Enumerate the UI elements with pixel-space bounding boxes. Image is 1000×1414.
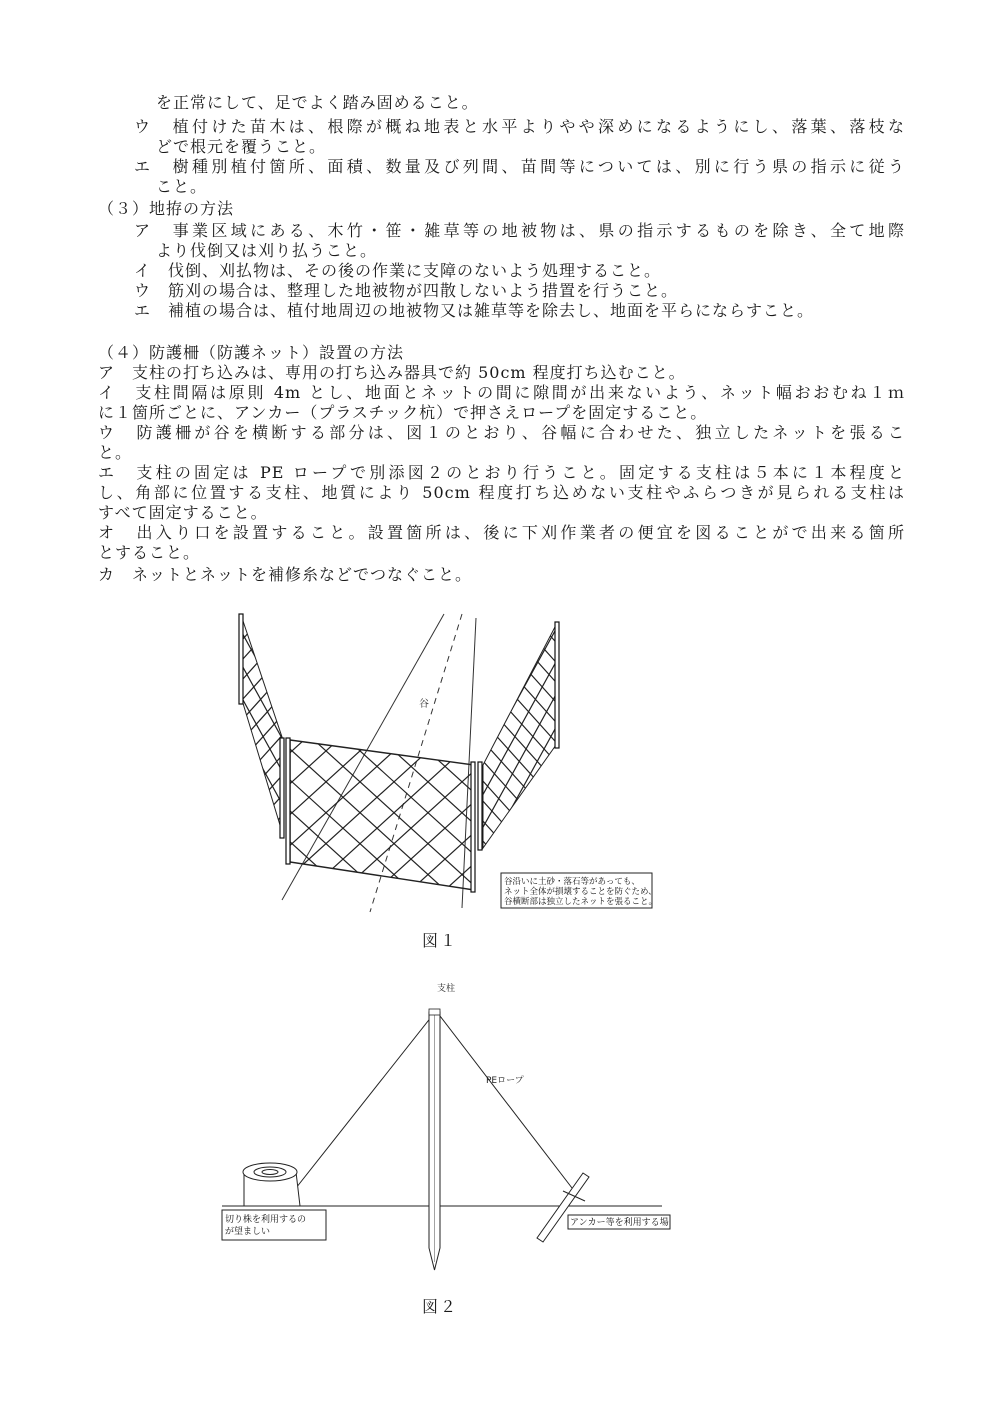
text-line: ア 支柱の打ち込みは、専用の打ち込み器具で約 50cm 程度打ち込むこと。	[98, 363, 686, 382]
net-mesh-line	[116, 600, 259, 860]
text-line: ウ 植付けた苗木は、根際が概ね地表と水平よりやや深めになるようにし、落葉、落枝な	[134, 117, 905, 136]
net-mesh-line	[0, 720, 88, 900]
net-mesh-line	[0, 720, 184, 900]
anchor-note: アンカー等を利用する場	[570, 1218, 669, 1228]
net-mesh-line	[386, 600, 620, 860]
stump-note-line: が望ましい	[225, 1227, 271, 1237]
net-mesh-line	[404, 600, 638, 860]
net-mesh-line	[638, 600, 781, 860]
net-mesh-line	[566, 600, 800, 860]
net-mesh-line	[914, 600, 1000, 870]
net-mesh-line	[0, 600, 131, 870]
net-mesh-line	[224, 720, 422, 900]
net-mesh-line	[0, 720, 20, 900]
net-mesh-line	[748, 600, 897, 870]
net-mesh-line	[224, 600, 367, 860]
net-mesh-line	[768, 720, 966, 900]
net-mesh-line	[338, 600, 581, 870]
net-mesh-line	[50, 600, 293, 870]
net-mesh-line	[44, 600, 187, 860]
net-mesh-line	[298, 600, 447, 870]
net-mesh-line	[442, 600, 591, 870]
net-mesh-line	[464, 600, 707, 870]
net-mesh-line	[134, 600, 277, 860]
net-mesh-line	[566, 600, 709, 860]
net-mesh-line	[0, 600, 113, 870]
stump-icon	[243, 1163, 300, 1206]
net-mesh-line	[0, 720, 122, 900]
net-mesh-line	[586, 600, 735, 870]
post-label: 支柱	[437, 984, 456, 994]
net-mesh-line	[0, 600, 188, 860]
net-mesh-line	[0, 600, 50, 870]
net-mesh-line	[0, 600, 140, 870]
net-mesh-line	[116, 600, 350, 860]
net-mesh-line	[494, 600, 728, 860]
net-mesh-line	[656, 600, 799, 860]
net-mesh-line	[950, 600, 1000, 870]
net-mesh-line	[530, 600, 764, 860]
net-mesh-line	[10, 600, 159, 870]
net-mesh-line	[188, 600, 331, 860]
net-mesh-line	[730, 600, 879, 870]
net-mesh-line	[674, 600, 817, 860]
net-mesh-line	[932, 600, 1000, 870]
net-mesh-line	[206, 600, 349, 860]
net-mesh-line	[0, 600, 104, 870]
net-mesh-line	[548, 600, 782, 860]
net-mesh-line	[782, 600, 925, 860]
net-mesh-line	[896, 600, 1000, 870]
text-line: すべて固定すること。	[98, 503, 268, 522]
net-mesh-line	[878, 600, 1000, 870]
net-mesh-line	[676, 600, 825, 870]
net-mesh-line	[0, 600, 224, 860]
net-mesh-line	[658, 600, 807, 870]
figure-1-caption: 図１	[422, 931, 459, 950]
net-mesh-line	[710, 600, 853, 860]
net-mesh-line	[0, 600, 152, 860]
text-line: より伐倒又は刈り払うこと。	[156, 241, 378, 260]
net-mesh-line	[638, 720, 836, 900]
net-mesh-line	[836, 720, 1000, 900]
net-mesh-line	[60, 720, 258, 900]
net-mesh-line	[278, 600, 421, 860]
net-mesh-line	[62, 600, 296, 860]
net-mesh-line	[806, 600, 1000, 870]
net-mesh-line	[530, 600, 673, 860]
net-mesh-line	[386, 600, 529, 860]
net-mesh-line	[548, 600, 691, 860]
note-line: 谷沿いに土砂・落石等があっても、	[504, 877, 640, 887]
note-line: ネット全体が損壊することを防ぐため、	[504, 887, 657, 897]
net-mesh-line	[242, 600, 385, 860]
net-mesh-line	[766, 600, 915, 870]
net-mesh-line	[0, 600, 62, 860]
net-mesh-line	[0, 600, 206, 860]
net-mesh-line	[752, 600, 995, 870]
net-mesh-line	[54, 720, 252, 900]
text-line: カ ネットとネットを補修糸などでつなぐこと。	[98, 565, 473, 584]
net-mesh-line	[82, 600, 231, 870]
net-mesh-line	[608, 600, 851, 870]
net-mesh-line	[334, 600, 483, 870]
net-mesh-line	[0, 720, 14, 900]
net-mesh-line	[128, 720, 326, 900]
net-mesh-line	[14, 600, 257, 870]
net-mesh-line	[0, 600, 79, 860]
net-mesh-line	[118, 600, 267, 870]
net-mesh-line	[856, 600, 1000, 870]
net-mesh-line	[0, 720, 190, 900]
net-mesh-line	[910, 600, 1000, 870]
net-mesh-line	[28, 600, 177, 870]
net-mesh-line	[728, 600, 871, 860]
net-mesh-line	[500, 600, 743, 870]
net-mesh-line	[550, 600, 699, 870]
net-mesh-line	[0, 600, 133, 860]
text-line: オ 出入り口を設置すること。設置箇所は、後に下刈作業者の便宜を図ることがで出来る箇所	[98, 523, 905, 542]
net-mesh-line	[194, 600, 437, 870]
net-mesh-line	[278, 600, 512, 860]
net-mesh-line	[0, 600, 167, 870]
net-mesh-line	[292, 720, 490, 900]
net-mesh-line	[8, 600, 151, 860]
net-mesh-line	[784, 600, 933, 870]
net-mesh-line	[284, 600, 527, 870]
net-mesh-line	[280, 600, 429, 870]
net-mesh-line	[818, 600, 961, 860]
net-mesh-line	[230, 720, 428, 900]
net-mesh-line	[874, 600, 1000, 870]
net-mesh-line	[0, 600, 185, 870]
net-mesh-line	[0, 600, 170, 860]
section-heading: （３）地拵の方法	[98, 199, 235, 218]
net-mesh-line	[316, 600, 465, 870]
net-mesh-line	[68, 600, 311, 870]
net-mesh-line	[568, 600, 717, 870]
net-mesh-line	[0, 600, 32, 870]
net-mesh-line	[584, 600, 818, 860]
net-mesh-line	[680, 600, 923, 870]
net-mesh-line	[98, 600, 332, 860]
net-mesh-line	[226, 600, 375, 870]
net-mesh-line	[554, 600, 797, 870]
net-mesh-line	[368, 600, 511, 860]
net-mesh-line	[94, 720, 292, 900]
net-mesh-line	[632, 720, 830, 900]
net-mesh-line	[734, 600, 977, 870]
net-mesh-line	[244, 600, 393, 870]
net-mesh-line	[0, 720, 54, 900]
net-mesh-line	[176, 600, 419, 870]
net-mesh-line	[672, 720, 870, 900]
net-mesh-line	[458, 600, 692, 860]
net-mesh-line	[0, 600, 7, 860]
net-mesh-line	[0, 600, 149, 870]
net-mesh-line	[188, 600, 422, 860]
text-line: に１箇所ごとに、アンカー（プラスチック杭）で押さえロープを固定すること。	[98, 403, 708, 422]
net-mesh-line	[620, 600, 763, 860]
text-line: ウ 筋刈の場合は、整理した地被物が四散しないよう措置を行うこと。	[134, 281, 679, 300]
net-mesh-line	[968, 600, 1000, 870]
net-mesh-line	[692, 600, 835, 860]
net-mesh-line	[422, 600, 656, 860]
net-mesh-line	[0, 720, 116, 900]
valley-label: 谷	[419, 699, 429, 710]
net-mesh-line	[716, 600, 959, 870]
post	[471, 762, 475, 892]
net-mesh-line	[644, 600, 887, 870]
net-mesh-line	[314, 600, 548, 860]
net-mesh-line	[212, 600, 455, 870]
net-mesh-line	[536, 600, 779, 870]
post	[239, 614, 243, 704]
net-mesh-line	[26, 600, 169, 860]
net-mesh-line	[80, 600, 223, 860]
net-mesh-line	[694, 600, 843, 870]
net-mesh-line	[842, 600, 1000, 870]
net-mesh-line	[626, 600, 869, 870]
net-mesh-line	[0, 600, 44, 860]
net-mesh-line	[838, 600, 987, 870]
net-mesh-line	[140, 600, 383, 870]
rope-label: PEロープ	[486, 1076, 524, 1086]
text-line: ア 事業区域にある、木竹・笹・雑草等の地被物は、県の指示するものを除き、全て地際	[134, 221, 905, 240]
net-mesh-line	[296, 600, 530, 860]
net-mesh-line	[604, 600, 753, 870]
net-mesh-line	[332, 600, 566, 860]
text-line: と。	[98, 443, 133, 462]
text-line: とすること。	[98, 543, 201, 562]
net-mesh-line	[478, 600, 627, 870]
net-mesh-line	[320, 600, 563, 870]
net-mesh-line	[764, 600, 907, 860]
net-mesh-line	[770, 600, 1000, 870]
text-line: こと。	[156, 177, 208, 196]
net-mesh-line	[734, 720, 932, 900]
net-mesh-line	[152, 600, 295, 860]
net-mesh-line	[700, 720, 898, 900]
net-mesh-line	[156, 720, 354, 900]
net-mesh-line	[602, 600, 745, 860]
net-mesh-line	[0, 600, 14, 870]
net-mesh-line	[892, 600, 1000, 870]
net-mesh-line	[514, 600, 663, 870]
net-mesh-line	[26, 600, 260, 860]
net-mesh-line	[0, 600, 25, 860]
net-mesh-line	[476, 600, 710, 860]
text-line: イ 伐倒、刈払物は、その後の作業に支障のないよう処理すること。	[134, 261, 662, 280]
anchor-stake-icon	[537, 1173, 589, 1242]
post	[286, 738, 290, 864]
net-mesh-line	[0, 600, 116, 860]
net-mesh-line	[788, 600, 1000, 870]
net-mesh-line	[0, 720, 82, 900]
net-mesh-line	[64, 600, 213, 870]
net-mesh-line	[666, 720, 864, 900]
net-mesh-line	[584, 600, 727, 860]
net-mesh-line	[0, 720, 156, 900]
net-mesh-line	[98, 600, 241, 860]
net-mesh-line	[572, 600, 815, 870]
text-line: イ 支柱間隔は原則 4m とし、地面とネットの間に隙間が出来ないよう、ネット幅おおむね１ｍ	[98, 383, 905, 402]
net-mesh-line	[698, 600, 941, 870]
net-mesh-line	[0, 600, 134, 860]
net-mesh-line	[496, 600, 645, 870]
net-mesh-line	[100, 600, 249, 870]
net-mesh-line	[8, 600, 242, 860]
net-mesh-line	[512, 600, 746, 860]
text-line: エ 補植の場合は、植付地周辺の地被物又は雑草等を除去し、地面を平らにならすこと。	[134, 301, 815, 320]
net-mesh-line	[86, 600, 329, 870]
net-mesh-line	[476, 600, 619, 860]
figure-2-caption: 図２	[422, 1297, 459, 1316]
net-mesh-line	[0, 720, 150, 900]
net-mesh-line	[512, 600, 655, 860]
figure-2-post-anchoring-diagram	[0, 960, 1000, 1320]
net-mesh-line	[802, 720, 1000, 900]
net-mesh-line	[0, 600, 61, 860]
net-mesh-line	[800, 600, 943, 860]
net-mesh-line	[0, 600, 80, 860]
note-line: 谷横断部は独立したネットを張ること。	[504, 897, 658, 907]
text-line: を正常にして、足でよく踏み固めること。	[156, 93, 479, 112]
net-mesh-line	[590, 600, 833, 870]
text-line: エ 樹種別植付箇所、面積、数量及び列間、苗間等については、別に行う県の指示に従う	[134, 157, 905, 176]
text-line: どで根元を覆うこと。	[156, 137, 327, 156]
text-line: ウ 防護柵が谷を横断する部分は、図１のとおり、谷幅に合わせた、独立したネットを張るこ	[98, 423, 905, 442]
post	[478, 762, 482, 850]
net-mesh-line	[802, 600, 951, 870]
net-mesh-line	[986, 600, 1000, 870]
net-mesh-line	[0, 600, 43, 860]
net-mesh-line	[0, 600, 221, 870]
net-mesh-line	[820, 600, 969, 870]
net-mesh-line	[640, 600, 789, 870]
net-mesh-line	[302, 600, 545, 870]
net-mesh-line	[326, 720, 524, 900]
net-mesh-line	[712, 600, 861, 870]
text-line: し、角部に位置する支柱、地質により 50cm 程度打ち込めない支柱やふらつきが見られる支柱は	[98, 483, 905, 502]
net-mesh-line	[162, 720, 360, 900]
net-mesh-line	[494, 600, 637, 860]
net-mesh-line	[860, 600, 1000, 870]
net-mesh-line	[0, 600, 239, 870]
net-mesh-line	[260, 600, 494, 860]
section-heading: （４）防護柵（防護ネット）設置の方法	[98, 343, 405, 362]
net-mesh-line	[482, 600, 725, 870]
net-mesh-line	[662, 600, 905, 870]
net-mesh-line	[0, 600, 203, 870]
net-mesh-line	[20, 720, 218, 900]
net-mesh-line	[870, 720, 1000, 900]
net-mesh-line	[26, 720, 224, 900]
net-mesh-line	[746, 600, 889, 860]
net-mesh-line	[0, 600, 115, 860]
net-mesh-line	[0, 600, 68, 870]
net-mesh-line	[824, 600, 1000, 870]
text-line: エ 支柱の固定は PE ロープで別添図２のとおり行うこと。固定する支柱は５本に１本程度と	[98, 463, 905, 482]
net-mesh-line	[62, 600, 205, 860]
net-mesh-line	[0, 720, 48, 900]
net-mesh-line	[0, 600, 98, 860]
net-mesh-line	[622, 600, 771, 870]
post	[555, 622, 559, 748]
post	[280, 738, 284, 838]
net-mesh-line	[0, 600, 97, 860]
net-mesh-line	[0, 600, 86, 870]
net-mesh-line	[0, 600, 8, 860]
net-mesh-line	[440, 600, 583, 860]
net-mesh-line	[46, 600, 195, 870]
net-mesh-line	[422, 600, 565, 860]
net-mesh-line	[230, 600, 473, 870]
net-mesh-line	[0, 600, 26, 860]
stump-note-line: 切り株を利用するの	[225, 1215, 307, 1225]
net-mesh-line	[0, 600, 122, 870]
